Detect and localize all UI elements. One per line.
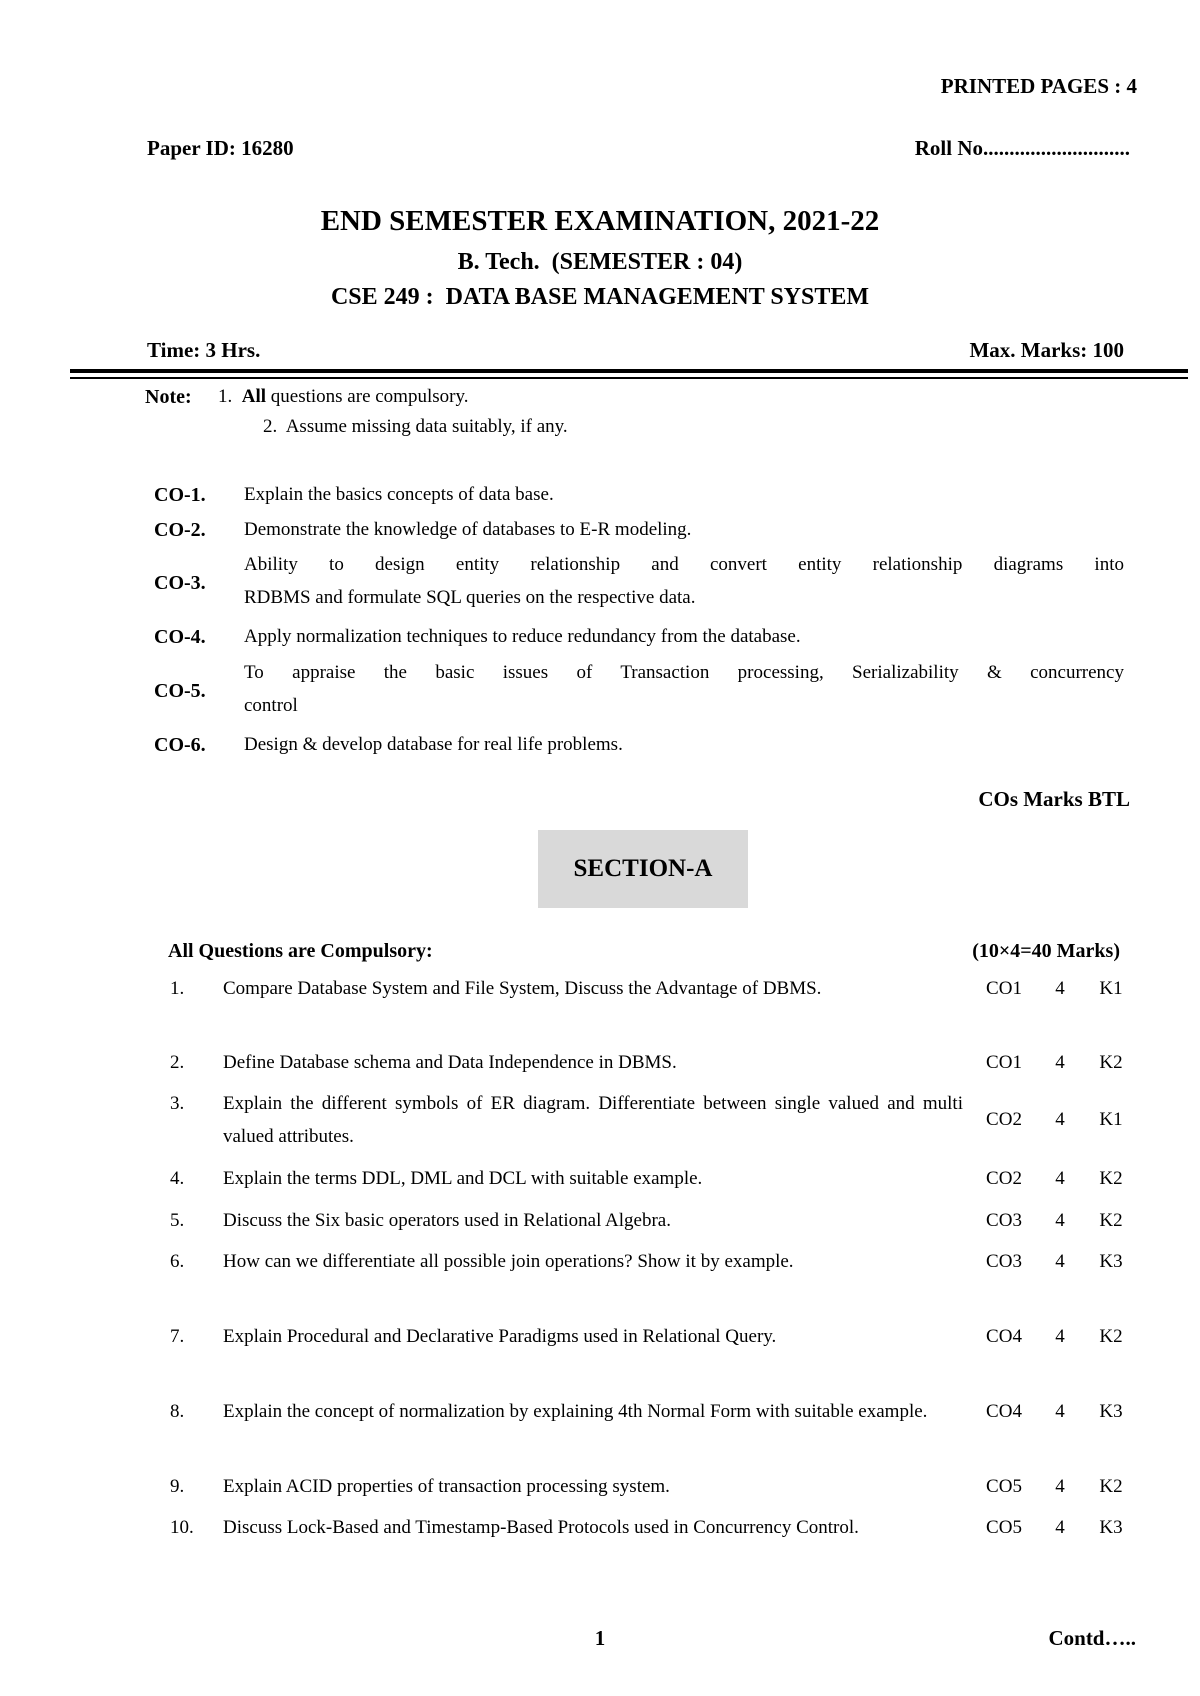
- question-btl: K2: [1099, 1325, 1123, 1347]
- question-text: Explain Procedural and Declarative Paradigms used in Relational Query.: [223, 1326, 777, 1347]
- question-btl: K3: [1099, 1516, 1123, 1538]
- question-row: [160, 1046, 1140, 1079]
- co-6-label: CO-6.: [154, 734, 206, 756]
- question-btl: K1: [1099, 1109, 1123, 1130]
- question-row: [160, 1470, 1140, 1503]
- question-btl: K3: [1099, 1250, 1123, 1272]
- note-item-1-number: 1.: [218, 386, 233, 407]
- columns-header: COs Marks BTL: [978, 787, 1130, 811]
- program-title: B. Tech. (SEMESTER : 04): [457, 249, 743, 275]
- co-2-label: CO-2.: [154, 519, 206, 541]
- question-row: [160, 1087, 1140, 1153]
- question-text: Explain the different symbols of ER diagram. Differentiate between single valued and multi valued attributes.: [223, 1093, 963, 1147]
- question-co: CO3: [986, 1250, 1022, 1272]
- question-co: CO5: [986, 1475, 1022, 1497]
- question-number: 1.: [170, 978, 185, 999]
- paper-id: Paper ID: 16280: [147, 136, 294, 160]
- question-co: CO2: [986, 1167, 1022, 1189]
- section-marks-info: (10×4=40 Marks): [972, 940, 1120, 962]
- note-item-2: 2. Assume missing data suitably, if any.: [263, 416, 568, 437]
- co-5-text-line-1: To appraise the basic issues of Transaction processing, Serializability & concurrency: [244, 662, 1124, 683]
- question-marks: 4: [1055, 1400, 1065, 1422]
- co-4-text: Apply normalization techniques to reduce redundancy from the database.: [244, 626, 801, 647]
- question-text: Explain the terms DDL, DML and DCL with suitable example.: [223, 1168, 703, 1189]
- question-marks: 4: [1055, 1051, 1065, 1073]
- question-number: 3.: [170, 1093, 185, 1114]
- question-btl: K3: [1099, 1400, 1123, 1422]
- note-label: Note:: [145, 386, 192, 408]
- question-marks: 4: [1055, 1475, 1065, 1497]
- exam-time: Time: 3 Hrs.: [147, 338, 261, 362]
- co-5-label: CO-5.: [154, 680, 206, 702]
- co-1-label: CO-1.: [154, 484, 206, 506]
- question-number: 7.: [170, 1326, 185, 1347]
- question-number: 9.: [170, 1476, 185, 1497]
- question-row: [160, 1395, 1140, 1428]
- question-text: Explain the concept of normalization by explaining 4th Normal Form with suitable example.: [223, 1401, 928, 1422]
- co-3-label: CO-3.: [154, 572, 206, 594]
- co-3-text-line-1: Ability to design entity relationship and convert entity relationship diagrams into: [244, 554, 1124, 575]
- question-co: CO4: [986, 1400, 1022, 1422]
- question-marks: 4: [1055, 1109, 1065, 1130]
- question-marks: 4: [1055, 1167, 1065, 1189]
- co-1-text: Explain the basics concepts of data base.: [244, 484, 554, 505]
- question-co: CO5: [986, 1516, 1022, 1538]
- question-text: Explain ACID properties of transaction processing system.: [223, 1476, 670, 1497]
- section-instruction: All Questions are Compulsory:: [168, 940, 433, 962]
- question-row: [160, 1204, 1140, 1237]
- co-3-text-line-2: RDBMS and formulate SQL queries on the respective data.: [244, 587, 696, 608]
- question-row: [160, 1245, 1140, 1278]
- max-marks: Max. Marks: 100: [969, 338, 1124, 362]
- question-text: How can we differentiate all possible join operations? Show it by example.: [223, 1251, 794, 1272]
- co-6-text: Design & develop database for real life problems.: [244, 734, 623, 755]
- question-number: 5.: [170, 1210, 185, 1231]
- course-title: CSE 249 : DATA BASE MANAGEMENT SYSTEM: [330, 284, 870, 310]
- printed-pages: PRINTED PAGES : 4: [940, 74, 1137, 98]
- question-marks: 4: [1055, 1209, 1065, 1231]
- question-number: 10.: [170, 1517, 194, 1538]
- question-number: 8.: [170, 1401, 185, 1422]
- question-btl: K2: [1099, 1209, 1123, 1231]
- question-text: Define Database schema and Data Independence in DBMS.: [223, 1052, 677, 1073]
- question-btl: K2: [1099, 1167, 1123, 1189]
- question-btl: K1: [1099, 977, 1123, 999]
- note-item-1-bold: All: [241, 386, 267, 407]
- question-btl: K2: [1099, 1051, 1123, 1073]
- question-marks: 4: [1055, 1325, 1065, 1347]
- co-2-text: Demonstrate the knowledge of databases to E-R modeling.: [244, 519, 692, 540]
- question-co: CO3: [986, 1209, 1022, 1231]
- co-4-label: CO-4.: [154, 626, 206, 648]
- continued-marker: Contd…..: [1048, 1626, 1136, 1650]
- question-row: [160, 1511, 1140, 1544]
- note-item-1-text: questions are compulsory.: [266, 386, 469, 407]
- question-text: Compare Database System and File System, Discuss the Advantage of DBMS.: [223, 978, 822, 999]
- question-co: CO1: [986, 1051, 1022, 1073]
- question-marks: 4: [1055, 1250, 1065, 1272]
- question-text: Discuss the Six basic operators used in Relational Algebra.: [223, 1210, 671, 1231]
- question-number: 2.: [170, 1052, 185, 1073]
- question-row: [160, 1162, 1140, 1195]
- question-number: 4.: [170, 1168, 185, 1189]
- page-number: 1: [594, 1626, 606, 1650]
- question-marks: 4: [1055, 977, 1065, 999]
- co-5-text-line-2: control: [244, 695, 298, 716]
- roll-number: Roll No............................: [914, 136, 1130, 160]
- section-a-title: SECTION-A: [573, 855, 713, 882]
- header-divider-thin: [70, 377, 1188, 379]
- question-co: CO1: [986, 977, 1022, 999]
- question-co: CO2: [986, 1109, 1022, 1130]
- question-co: CO4: [986, 1325, 1022, 1347]
- question-marks: 4: [1055, 1516, 1065, 1538]
- question-row: [160, 1320, 1140, 1353]
- section-a-heading: [538, 830, 748, 908]
- note-item-1: [218, 386, 468, 408]
- header-divider-thick: [70, 369, 1188, 373]
- exam-title: END SEMESTER EXAMINATION, 2021-22: [320, 205, 880, 237]
- question-row: [160, 972, 1140, 1005]
- question-text: Discuss Lock-Based and Timestamp-Based Protocols used in Concurrency Control.: [223, 1517, 859, 1538]
- question-number: 6.: [170, 1251, 185, 1272]
- question-btl: K2: [1099, 1475, 1123, 1497]
